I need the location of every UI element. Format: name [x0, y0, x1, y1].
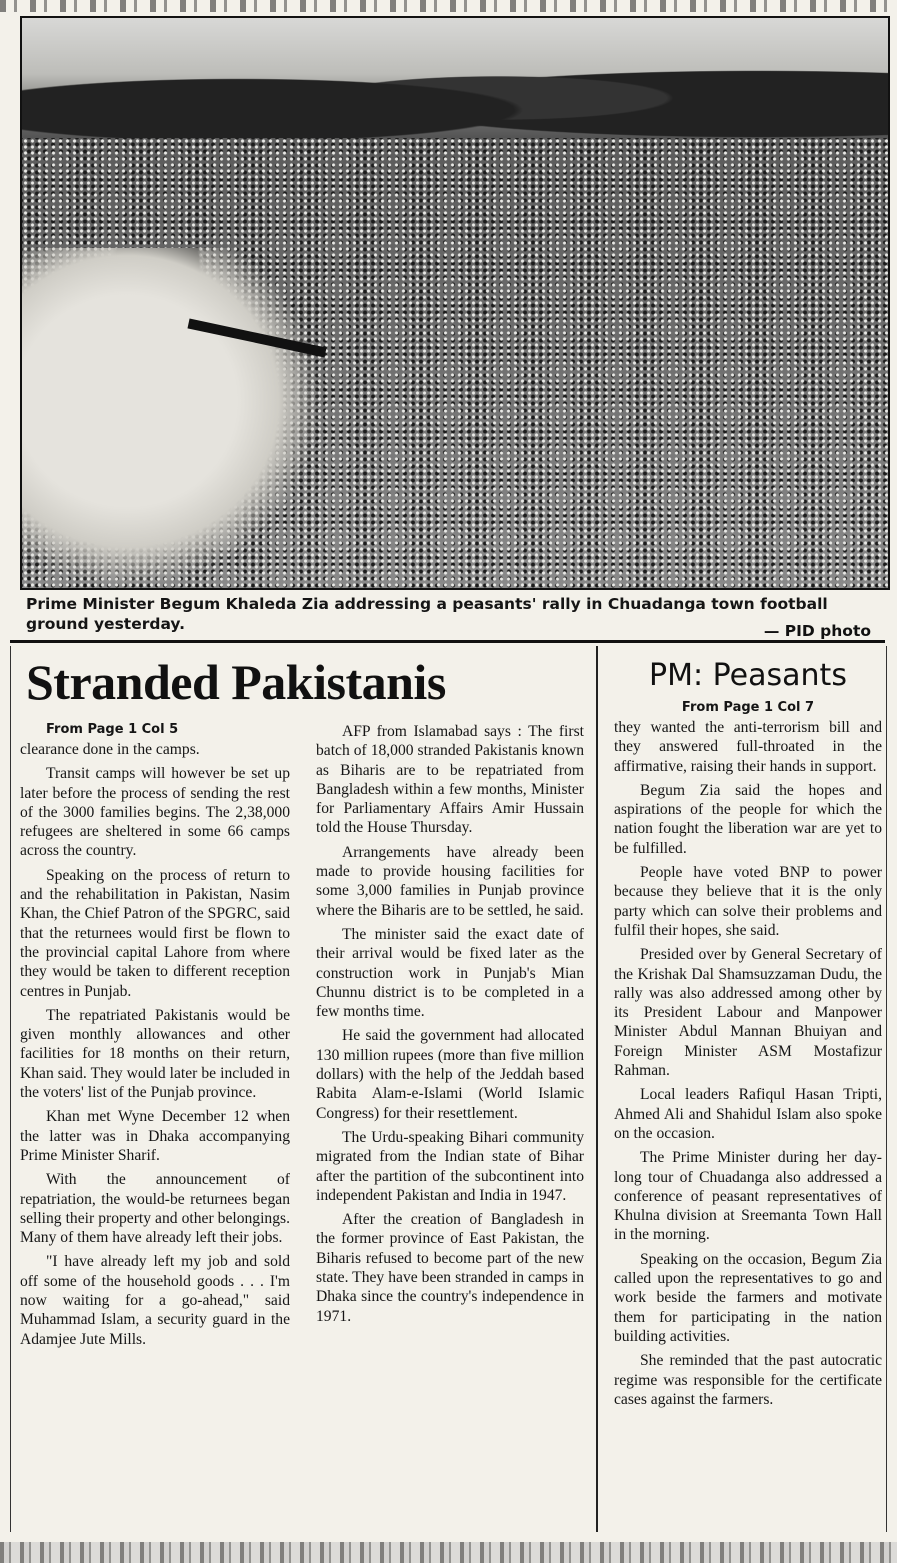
main-article-column-1: [20, 722, 290, 1354]
paragraph: Arrangements have already been made to provide housing facilities for some 3,000 families in Punjab province where the Biharis are to be settled, he said.: [316, 843, 584, 919]
paragraph: The Urdu-speaking Bihari community migrated from the Indian state of Bihar after the partition of the subcontinent into independent Pakistan and India in 1947.: [316, 1128, 584, 1204]
paragraph: "I have already left my job and sold off some of the household goods . . . I'm now waiting for a go-ahead," said Muhammad Islam, a security guard in the Adamjee Jute Mills.: [20, 1253, 290, 1348]
torn-bottom-edge: [0, 1542, 897, 1563]
paragraph: Speaking on the process of return to and the rehabilitation in Pakistan, Nasim Khan, the Chief Patron of the SPGRC, said that the returnees would first be flown to the provincial capital Lahore from where they would be taken to different reception centres in Punjab.: [20, 866, 290, 1000]
paragraph: He said the government had allocated 130 million rupees (more than five million dollars) with the help of the Jeddah based Rabita Alam-e-Islami (World Islamic Congress) for their resettlement.: [316, 1027, 584, 1122]
right-border: [886, 646, 887, 1532]
paragraph: Transit camps will however be set up later before the process of sending the rest of the 3000 families begins. The 2,38,000 refugees are sheltered in some 66 camps across the country.: [20, 765, 290, 860]
jump-line: From Page 1 Col 7: [681, 700, 815, 715]
paragraph: Speaking on the occasion, Begum Zia called upon the representatives to go and work beside the farmers and motivate them for participating in the nation building activities.: [614, 1250, 882, 1345]
photo-credit: — PID photo: [763, 622, 871, 640]
left-border: [10, 646, 11, 1532]
torn-top-edge: [0, 0, 897, 12]
paragraph: She reminded that the past autocratic regime was responsible for the certificate cases against the farmers.: [614, 1352, 882, 1408]
paragraph: After the creation of Bangladesh in the former province of East Pakistan, the Biharis refused to become part of the new state. They have been stranded in camps in Dhaka since the country's independence in 1971.: [316, 1211, 584, 1325]
main-headline: Stranded Pakistanis: [26, 654, 446, 710]
section-divider: [10, 640, 885, 643]
paragraph: Begum Zia said the hopes and aspirations of the people for which the nation fought the liberation war are yet to be fulfilled.: [614, 781, 882, 857]
paragraph: Local leaders Rafiqul Hasan Tripti, Ahmed Ali and Shahidul Islam also spoke on the occasion.: [614, 1086, 882, 1142]
main-article-column-2: [316, 722, 584, 1331]
paragraph: clearance done in the camps.: [20, 741, 200, 758]
side-article-column: [614, 700, 882, 1414]
paragraph: The Prime Minister during her day-long tour of Chuadanga also addressed a conference of peasant representatives of Khulna division at Sreemanta Town Hall in the morning.: [614, 1149, 882, 1244]
paragraph: With the announcement of repatriation, the would-be returnees began selling their property and other belongings. Many of them have already left their jobs.: [20, 1171, 290, 1247]
rally-photo: [20, 16, 890, 590]
paragraph: The repatriated Pakistanis would be given monthly allowances and other facilities for 18 months on their return, Khan said. They would later be included in the voters' list of the Punjab province.: [20, 1006, 290, 1102]
paragraph: The minister said the exact date of their arrival would be fixed later as the construction work in Punjab's Mian Chunnu district is to be completed in a few months time.: [316, 925, 584, 1021]
paragraph: they wanted the anti-terrorism bill and they answered full-throated in the affirmative, raising their hands in support.: [614, 719, 882, 775]
photo-speaker-figure: [22, 248, 322, 588]
photo-caption: Prime Minister Begum Khaleda Zia addressing a peasants' rally in Chuadanga town football ground yesterday.: [26, 595, 828, 633]
side-headline: PM: Peasants: [649, 658, 847, 693]
paragraph: Khan met Wyne December 12 when the latter was in Dhaka accompanying Prime Minister Sharif.: [20, 1108, 290, 1164]
paragraph: Presided over by General Secretary of the Krishak Dal Shamsuzzaman Dudu, the rally was also addressed among other by its President Labour and Manpower Minister Abdul Mannan Bhuiyan and Foreign Minister ASM Mostafizur Rahman.: [614, 946, 882, 1080]
jump-line: From Page 1 Col 5: [46, 722, 179, 737]
paragraph: AFP from Islamabad says : The first batch of 18,000 stranded Pakistanis known as Biharis are to be repatriated from Bangladesh within a few months, Minister for Parliamentary Affairs Amir Hussain told the House Thursday.: [316, 723, 584, 837]
column-divider: [596, 646, 598, 1532]
paragraph: People have voted BNP to power because they believe that it is the only party which can solve their problems and fulfil their hopes, she said.: [614, 864, 882, 939]
